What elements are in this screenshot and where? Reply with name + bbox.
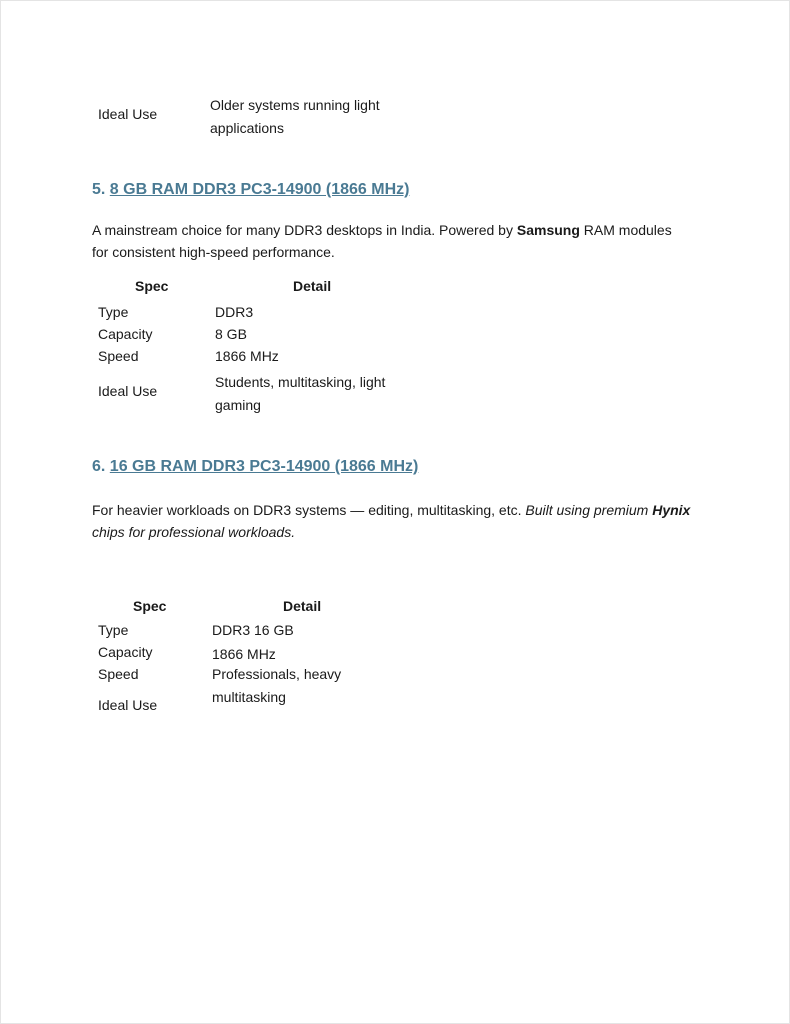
section5-row-spec: Speed <box>98 348 139 364</box>
section6-detail-cell: Professionals, heavy <box>212 666 342 682</box>
section5-row-detail: 8 GB <box>215 326 247 342</box>
section5-row-detail: DDR3 <box>215 304 254 320</box>
section6-heading <box>92 456 418 478</box>
section5-para-brand: Samsung <box>516 222 580 238</box>
section5-paragraph <box>92 219 692 263</box>
section6-para-pre: For heavier workloads on DDR3 systems — editing, multitasking, etc. <box>92 502 526 518</box>
section5-table-header-spec: Spec <box>135 278 169 294</box>
section6-number: 6. <box>92 458 106 475</box>
section6-para-italic1: Built using premium <box>525 502 653 518</box>
section5-para-pre: A mainstream choice for many DDR3 desktops in India. Powered by <box>92 222 517 238</box>
section6-spec-cell: Type <box>98 622 129 638</box>
section6-detail-cell: DDR3 16 GB <box>212 622 294 638</box>
section6-paragraph <box>92 499 692 543</box>
section5-heading <box>92 179 409 201</box>
section5-row-detail-line2: gaming <box>215 397 261 413</box>
section5-title-link[interactable]: 8 GB RAM DDR3 PC3-14900 (1866 MHz) <box>109 181 410 198</box>
section5-number: 5. <box>92 181 106 198</box>
section5-row-detail: 1866 MHz <box>215 348 279 364</box>
section5-row-spec: Ideal Use <box>98 383 158 399</box>
section6-para-brand: Hynix <box>652 502 691 518</box>
section6-table-header-spec: Spec <box>133 598 167 614</box>
top-table-detail-line2: applications <box>210 120 284 136</box>
section5-para-post1: RAM modules <box>579 222 672 238</box>
section6-para-italic2: chips for professional workloads. <box>92 524 296 540</box>
section6-table-header-detail: Detail <box>283 598 322 614</box>
section6-spec-cell: Ideal Use <box>98 697 158 713</box>
top-table-spec-ideal-use: Ideal Use <box>98 106 158 122</box>
section5-table-header-detail: Detail <box>293 278 332 294</box>
section6-spec-cell: Speed <box>98 666 139 682</box>
top-table-detail-line1: Older systems running light <box>210 97 380 113</box>
section6-spec-cell: Capacity <box>98 644 153 660</box>
section5-row-spec: Capacity <box>98 326 153 342</box>
section5-para-post2: for consistent high-speed performance. <box>92 244 335 260</box>
section6-title-link[interactable]: 16 GB RAM DDR3 PC3-14900 (1866 MHz) <box>109 458 419 475</box>
section5-row-detail-line1: Students, multitasking, light <box>215 374 386 390</box>
section6-detail-cell: 1866 MHz <box>212 646 276 662</box>
section5-row-spec: Type <box>98 304 129 320</box>
section6-detail-cell: multitasking <box>212 689 286 705</box>
